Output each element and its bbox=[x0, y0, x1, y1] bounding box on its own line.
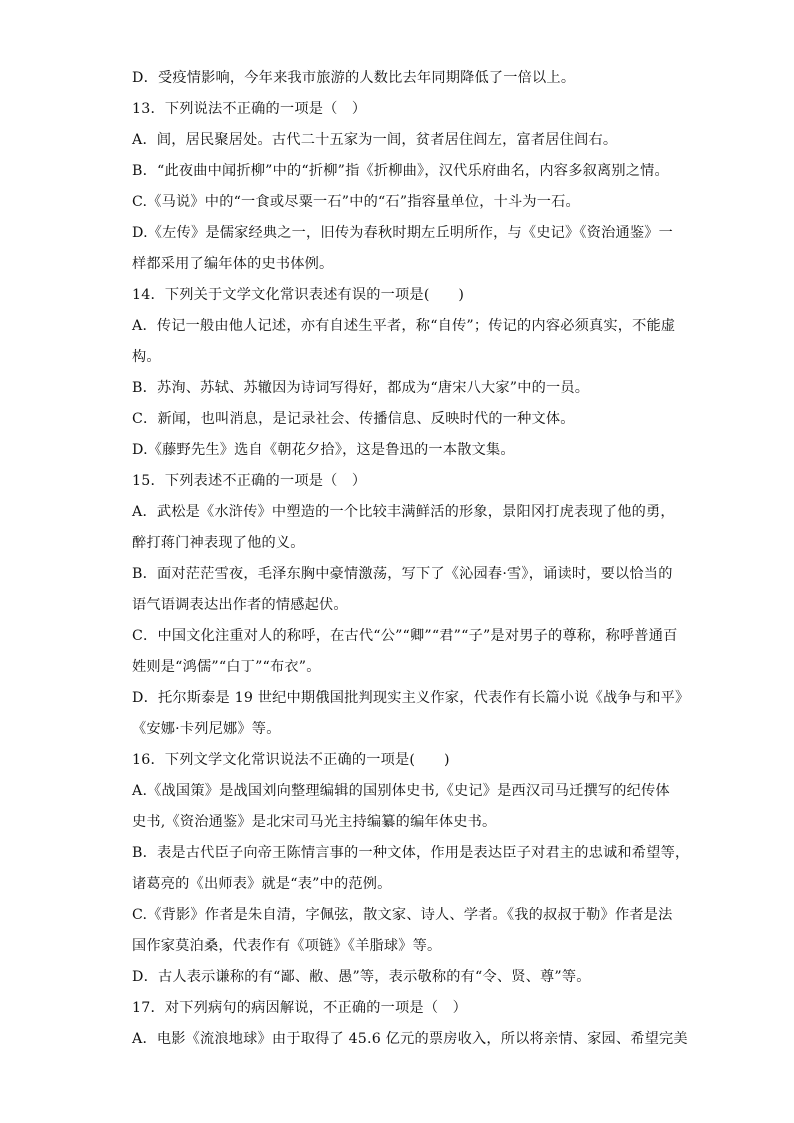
text-line: 《安娜·卡列尼娜》等。 bbox=[132, 721, 281, 737]
question-15-option-b: B．面对茫茫雪夜，毛泽东胸中豪情激荡，写下了《沁园春·雪》，诵读时，要以恰当的 bbox=[132, 566, 673, 582]
question-17-stem: 17．对下列病句的病因解说，不正确的一项是（ ） bbox=[132, 1000, 467, 1016]
text-line: 姓则是“鸿儒”“白丁”“布衣”。 bbox=[132, 659, 321, 675]
question-14-option-b: B．苏洵、苏轼、苏辙因为诗词写得好，都成为“唐宋八大家”中的一员。 bbox=[132, 380, 590, 396]
text-line: 样都采用了编年体的史书体例。 bbox=[132, 256, 334, 272]
question-15-option-a: A．武松是《水浒传》中塑造的一个比较丰满鲜活的形象，景阳冈打虎表现了他的勇， bbox=[132, 504, 675, 520]
question-13-option-d: D.《左传》是儒家经典之一，旧传为春秋时期左丘明所作，与《史记》《资治通鉴》一 bbox=[132, 225, 674, 241]
text-line: 语气语调表达出作者的情感起伏。 bbox=[132, 597, 348, 613]
question-13-option-a: A．闾，居民聚居处。古代二十五家为一闾，贫者居住闾左，富者居住闾右。 bbox=[132, 132, 618, 148]
question-14-stem: 14．下列关于文学文化常识表述有误的一项是( ) bbox=[132, 287, 465, 303]
question-16-option-c: C.《背影》作者是朱自清，字佩弦，散文家、诗人、学者。《我的叔叔于勒》作者是法 bbox=[132, 907, 673, 923]
text-line: 国作家莫泊桑，代表作有《项链》《羊脂球》等。 bbox=[132, 938, 442, 954]
question-16-option-b: B．表是古代臣子向帝王陈情言事的一种文体，作用是表达臣子对君主的忠诚和希望等， bbox=[132, 845, 690, 861]
question-13-stem: 13．下列说法不正确的一项是（ ） bbox=[132, 101, 367, 117]
question-13-option-c: C.《马说》中的“一食或尽粟一石”中的“石”指容量单位，十斗为一石。 bbox=[132, 194, 580, 210]
question-15-stem: 15．下列表述不正确的一项是（ ） bbox=[132, 473, 367, 489]
question-15-option-d: D．托尔斯泰是 19 世纪中期俄国批判现实主义作家，代表作有长篇小说《战争与和平》 bbox=[132, 690, 690, 706]
question-14-option-c: C．新闻，也叫消息，是记录社会、传播信息、反映时代的一种文体。 bbox=[132, 411, 575, 427]
text-line: 史书,《资治通鉴》是北宋司马光主持编纂的编年体史书。 bbox=[132, 814, 497, 830]
text-line: D．受疫情影响，今年来我市旅游的人数比去年同期降低了一倍以上。 bbox=[132, 70, 576, 86]
text-line: 醉打蒋门神表现了他的义。 bbox=[132, 535, 305, 551]
question-13-option-b: B．“此夜曲中闻折柳”中的“折柳”指《折柳曲》，汉代乐府曲名，内容多叙离别之情。 bbox=[132, 163, 669, 179]
question-16-option-a: A.《战国策》是战国刘向整理编辑的国别体史书,《史记》是西汉司马迁撰写的纪传体 bbox=[132, 783, 670, 799]
question-16-stem: 16．下列文学文化常识说法不正确的一项是( ) bbox=[132, 752, 450, 768]
question-14-option-a: A．传记一般由他人记述，亦有自述生平者，称“自传”；传记的内容必须真实，不能虚 bbox=[132, 318, 676, 334]
question-14-option-d: D.《藤野先生》选自《朝花夕拾》，这是鲁迅的一本散文集。 bbox=[132, 442, 515, 458]
question-17-option-a: A．电影《流浪地球》由于取得了 45.6 亿元的票房收入，所以将亲情、家园、希望完美 bbox=[132, 1031, 688, 1047]
question-16-option-d: D．古人表示谦称的有“鄙、敝、愚”等，表示敬称的有“令、贤、尊”等。 bbox=[132, 969, 591, 985]
text-line: 构。 bbox=[132, 349, 161, 365]
text-line: 诸葛亮的《出师表》就是“表”中的范例。 bbox=[132, 876, 392, 892]
question-15-option-c: C．中国文化注重对人的称呼，在古代“公”“卿”“君”“子”是对男子的尊称，称呼普通百 bbox=[132, 628, 678, 644]
